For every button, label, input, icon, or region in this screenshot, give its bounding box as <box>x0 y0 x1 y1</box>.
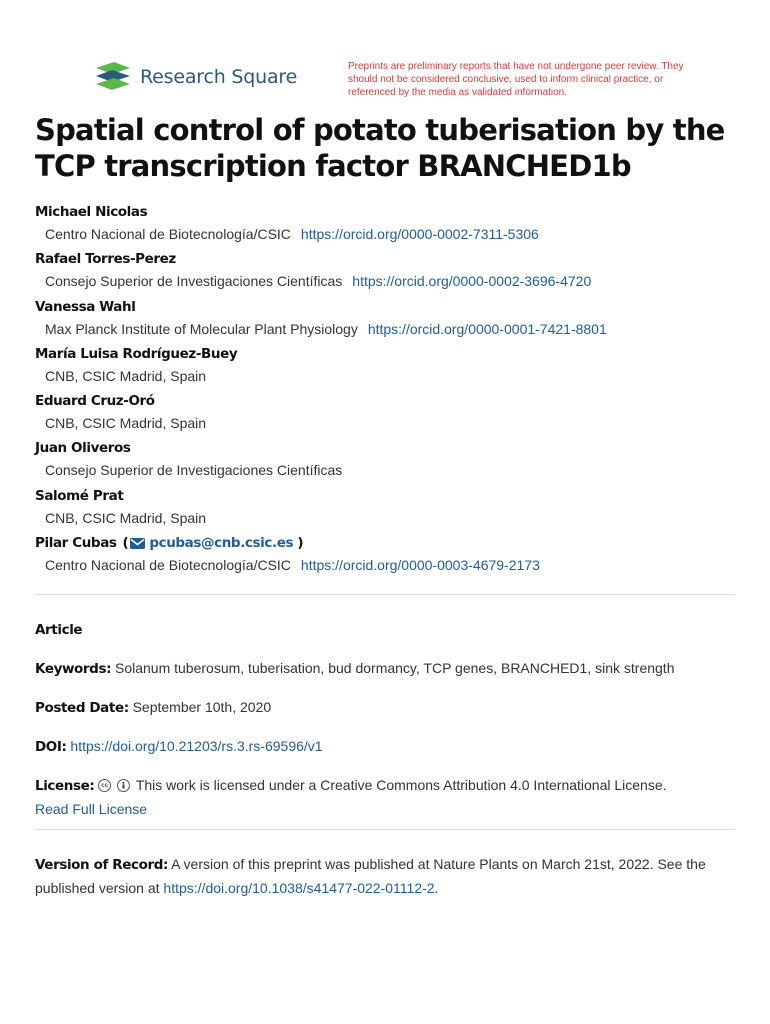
doi-line <box>35 735 735 759</box>
version-of-record-block <box>35 853 735 900</box>
article-type-line <box>35 618 735 642</box>
mail-icon <box>130 538 145 549</box>
author-name: Rafael Torres-Perez <box>35 251 176 268</box>
orcid-link[interactable]: https://orcid.org/0000-0002-7311-5306 <box>300 226 539 242</box>
author-entry <box>35 297 735 344</box>
open-paren: ( <box>122 535 129 552</box>
author-name: María Luisa Rodríguez-Buey <box>35 345 238 362</box>
author-name: Salomé Prat <box>35 487 124 504</box>
orcid-link[interactable]: https://orcid.org/0000-0001-7421-8801 <box>367 320 607 337</box>
keywords-value: Solanum tuberosum, tuberisation, bud dormancy, TCP genes, BRANCHED1, sink strength <box>114 660 675 676</box>
orcid-link[interactable]: https://orcid.org/0000-0002-3696-4720 <box>352 273 592 290</box>
author-affiliation: CNB, CSIC Madrid, Spain <box>45 367 207 384</box>
author-entry <box>35 391 735 438</box>
close-paren: ) <box>293 535 304 552</box>
brand-name: Research Square <box>140 66 298 88</box>
author-affiliation-line <box>35 317 735 341</box>
paper-title: Spatial control of potato tuberisation by the TCP transcription factor BRANCHED1b <box>35 113 725 183</box>
author-name: Pilar Cubas <box>35 535 117 552</box>
author-name: Eduard Cruz-Oró <box>35 393 155 410</box>
preprint-disclaimer: Preprints are preliminary reports that have not undergone peer review. They should not be considered conclusive, used to inform clinical practice, or referenced by the media as validated information. <box>348 61 684 98</box>
version-of-record-text: A version of this preprint was published at Nature Plants on March 21st, 2022. See the published version at <box>35 856 706 896</box>
posted-date-line <box>35 696 735 720</box>
published-version-link[interactable]: https://doi.org/10.1038/s41477-022-01112-2. <box>163 880 439 896</box>
posted-date-label: Posted Date: <box>35 700 129 716</box>
license-text: This work is licensed under a Creative Commons Attribution 4.0 International License. <box>135 777 667 793</box>
license-block <box>35 774 735 821</box>
author-affiliation: Max Planck Institute of Molecular Plant Physiology <box>45 320 358 337</box>
email-link[interactable]: pcubas@cnb.csic.es <box>149 535 294 552</box>
doi-link[interactable]: https://doi.org/10.21203/rs.3.rs-69596/v1 <box>70 738 323 754</box>
creative-commons-icon: cc <box>98 779 111 792</box>
divider <box>35 829 735 830</box>
author-entry <box>35 486 735 533</box>
corresponding-author <box>35 533 735 553</box>
author-affiliation-line <box>35 269 735 293</box>
article-type: Article <box>35 622 83 638</box>
research-square-logo[interactable] <box>94 62 297 92</box>
keywords-label: Keywords: <box>35 661 112 677</box>
author-affiliation-line <box>35 553 735 577</box>
author-affiliation-line <box>35 222 735 246</box>
email-contact[interactable] <box>123 533 304 553</box>
attribution-icon <box>117 779 130 792</box>
research-square-logo-icon <box>94 62 132 92</box>
author-affiliation: CNB, CSIC Madrid, Spain <box>45 415 207 432</box>
author-entry <box>35 533 735 580</box>
author-affiliation: CNB, CSIC Madrid, Spain <box>45 509 207 526</box>
author-affiliation: Centro Nacional de Biotecnología/CSIC <box>45 226 291 242</box>
author-entry <box>35 344 735 391</box>
author-affiliation: Centro Nacional de Biotecnología/CSIC <box>45 557 291 574</box>
author-name: Vanessa Wahl <box>35 298 136 315</box>
author-name: Juan Oliveros <box>35 440 131 457</box>
author-entry <box>35 249 735 296</box>
posted-date-value: September 10th, 2020 <box>132 699 272 715</box>
preprint-header <box>0 0 770 110</box>
read-full-license-link[interactable]: Read Full License <box>35 801 148 817</box>
author-affiliation: Consejo Superior de Investigaciones Científicas <box>45 462 343 479</box>
divider <box>35 594 735 595</box>
doi-label: DOI: <box>35 739 67 755</box>
orcid-link[interactable]: https://orcid.org/0000-0003-4679-2173 <box>300 557 540 574</box>
license-label: License: <box>35 778 95 794</box>
keywords-line <box>35 657 735 681</box>
version-of-record-label: Version of Record: <box>35 857 168 873</box>
author-name: Michael Nicolas <box>35 204 148 220</box>
author-list <box>35 202 735 580</box>
author-entry <box>35 202 735 249</box>
author-affiliation: Consejo Superior de Investigaciones Científicas <box>45 273 343 290</box>
author-entry <box>35 438 735 485</box>
